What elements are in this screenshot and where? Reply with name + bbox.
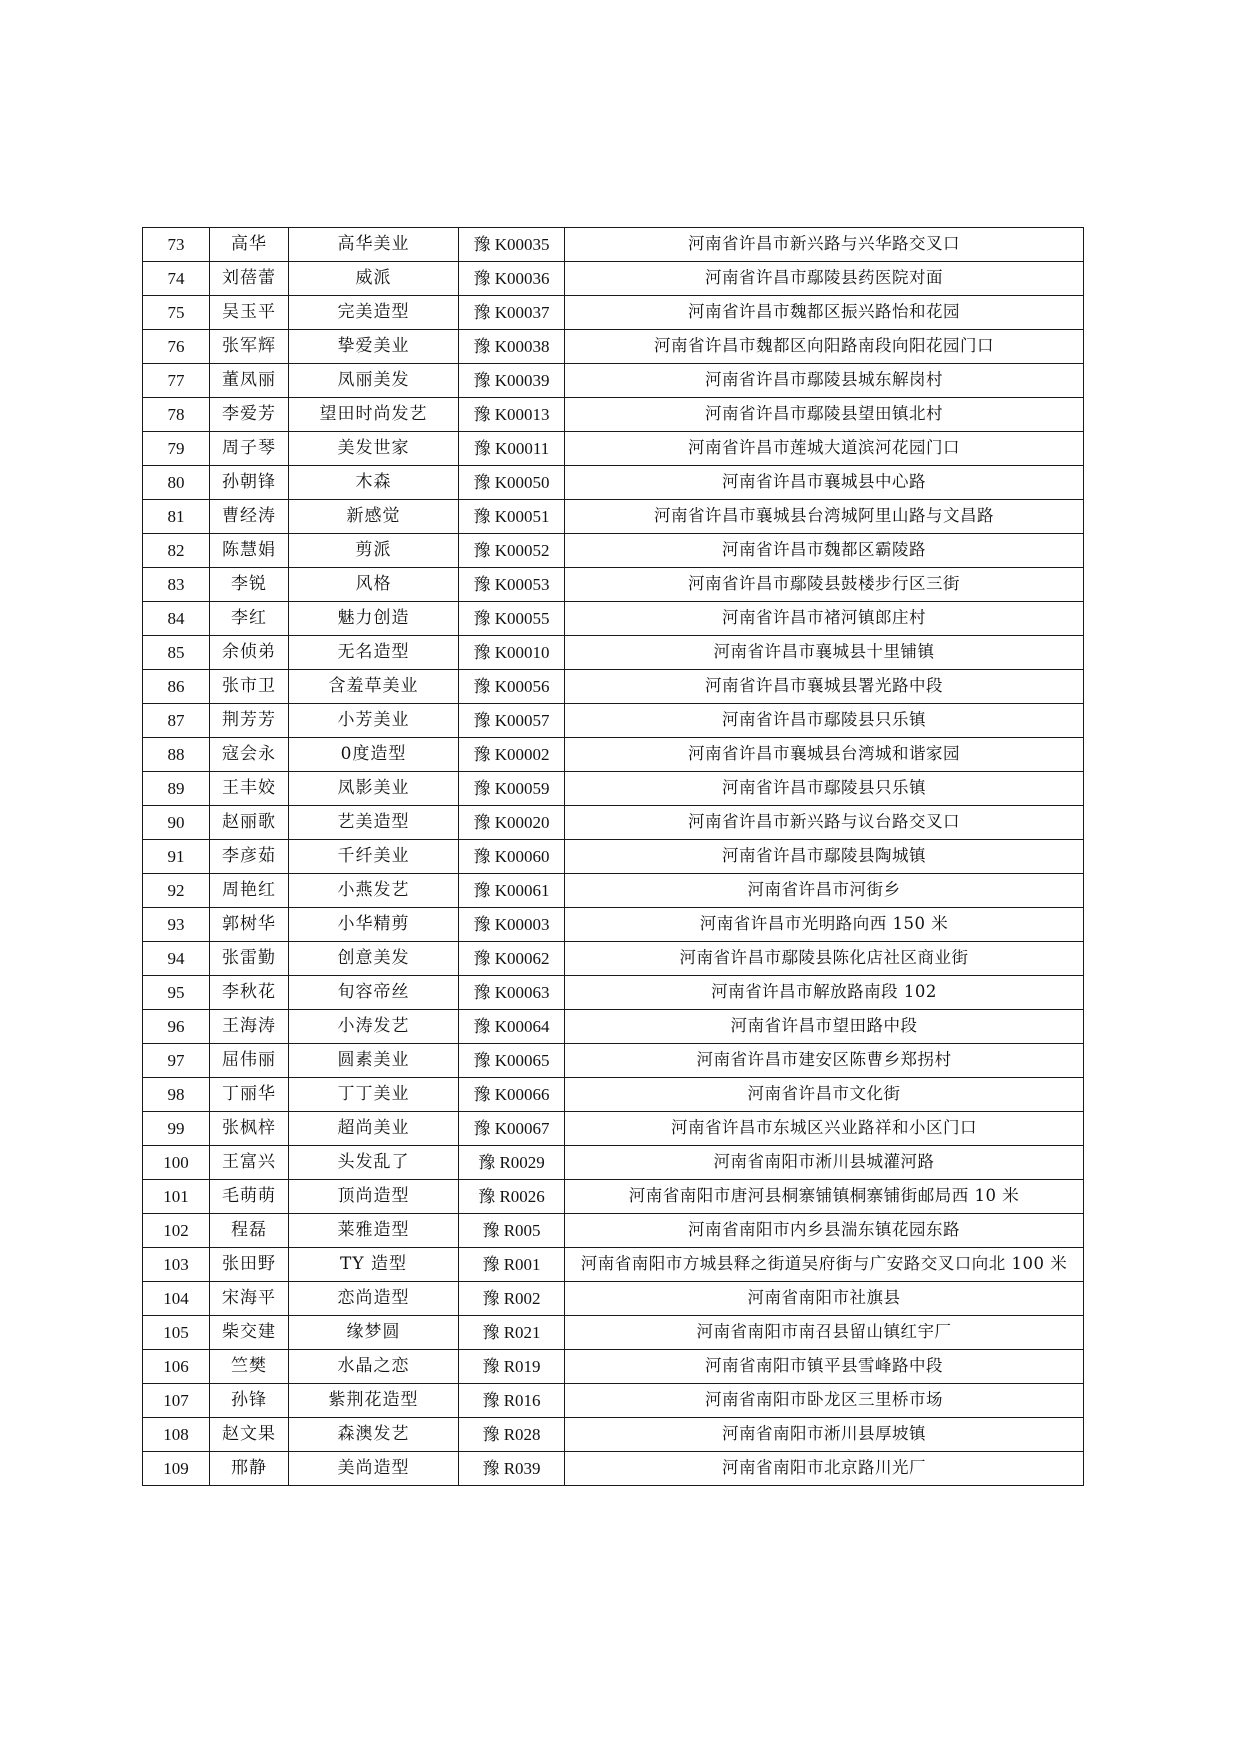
person-name-cell: 王富兴 — [210, 1146, 289, 1180]
registration-code-cell: 豫 R0026 — [459, 1180, 565, 1214]
shop-name-cell: 魅力创造 — [289, 602, 459, 636]
shop-name-cell: 无名造型 — [289, 636, 459, 670]
shop-address-cell: 河南省许昌市鄢陵县药医院对面 — [565, 262, 1084, 296]
row-number-cell: 96 — [143, 1010, 210, 1044]
registration-code-cell: 豫 K00038 — [459, 330, 565, 364]
table-row — [143, 1452, 1084, 1486]
row-number-cell: 78 — [143, 398, 210, 432]
person-name-cell: 王丰姣 — [210, 772, 289, 806]
shop-name-cell: 千纤美业 — [289, 840, 459, 874]
shop-address-cell: 河南省许昌市襄城县台湾城和谐家园 — [565, 738, 1084, 772]
shop-address-cell: 河南省许昌市魏都区向阳路南段向阳花园门口 — [565, 330, 1084, 364]
person-name-cell: 周艳红 — [210, 874, 289, 908]
shop-address-cell: 河南省许昌市鄢陵县只乐镇 — [565, 772, 1084, 806]
row-number-cell: 74 — [143, 262, 210, 296]
shop-name-cell: 旬容帝丝 — [289, 976, 459, 1010]
registration-code-cell: 豫 K00057 — [459, 704, 565, 738]
registration-code-cell: 豫 R0029 — [459, 1146, 565, 1180]
registration-code-cell: 豫 K00039 — [459, 364, 565, 398]
shop-name-cell: 艺美造型 — [289, 806, 459, 840]
person-name-cell: 竺樊 — [210, 1350, 289, 1384]
registration-code-cell: 豫 K00035 — [459, 228, 565, 262]
registration-code-cell: 豫 K00020 — [459, 806, 565, 840]
table-row — [143, 262, 1084, 296]
shop-name-cell: 美尚造型 — [289, 1452, 459, 1486]
row-number-cell: 84 — [143, 602, 210, 636]
table-row — [143, 364, 1084, 398]
person-name-cell: 张市卫 — [210, 670, 289, 704]
registration-code-cell: 豫 K00065 — [459, 1044, 565, 1078]
person-name-cell: 邢静 — [210, 1452, 289, 1486]
registration-code-cell: 豫 R039 — [459, 1452, 565, 1486]
shop-name-cell: 森澳发艺 — [289, 1418, 459, 1452]
person-name-cell: 李红 — [210, 602, 289, 636]
table-row — [143, 636, 1084, 670]
table-row — [143, 1316, 1084, 1350]
row-number-cell: 108 — [143, 1418, 210, 1452]
person-name-cell: 张雷勤 — [210, 942, 289, 976]
person-name-cell: 程磊 — [210, 1214, 289, 1248]
shop-address-cell: 河南省许昌市襄城县十里铺镇 — [565, 636, 1084, 670]
shop-name-cell: 恋尚造型 — [289, 1282, 459, 1316]
table-row — [143, 534, 1084, 568]
table-row — [143, 1350, 1084, 1384]
row-number-cell: 100 — [143, 1146, 210, 1180]
registration-code-cell: 豫 K00052 — [459, 534, 565, 568]
person-name-cell: 赵文果 — [210, 1418, 289, 1452]
registration-code-cell: 豫 K00055 — [459, 602, 565, 636]
row-number-cell: 92 — [143, 874, 210, 908]
table-row — [143, 500, 1084, 534]
person-name-cell: 高华 — [210, 228, 289, 262]
registration-code-cell: 豫 K00066 — [459, 1078, 565, 1112]
shop-name-cell: 丁丁美业 — [289, 1078, 459, 1112]
person-name-cell: 曹经涛 — [210, 500, 289, 534]
shop-name-cell: 紫荆花造型 — [289, 1384, 459, 1418]
registration-code-cell: 豫 K00051 — [459, 500, 565, 534]
shop-address-cell: 河南省许昌市襄城县中心路 — [565, 466, 1084, 500]
row-number-cell: 104 — [143, 1282, 210, 1316]
table-row — [143, 1078, 1084, 1112]
registration-code-cell: 豫 K00060 — [459, 840, 565, 874]
row-number-cell: 85 — [143, 636, 210, 670]
shop-name-cell: 高华美业 — [289, 228, 459, 262]
row-number-cell: 93 — [143, 908, 210, 942]
table-row — [143, 568, 1084, 602]
table-row — [143, 1214, 1084, 1248]
table-row — [143, 670, 1084, 704]
person-name-cell: 寇会永 — [210, 738, 289, 772]
row-number-cell: 94 — [143, 942, 210, 976]
person-name-cell: 丁丽华 — [210, 1078, 289, 1112]
registration-code-cell: 豫 R016 — [459, 1384, 565, 1418]
shop-name-cell: 挚爱美业 — [289, 330, 459, 364]
registration-code-cell: 豫 K00003 — [459, 908, 565, 942]
shop-address-cell: 河南省许昌市解放路南段 102 — [565, 976, 1084, 1010]
registration-code-cell: 豫 R001 — [459, 1248, 565, 1282]
registration-code-cell: 豫 K00036 — [459, 262, 565, 296]
person-name-cell: 柴交建 — [210, 1316, 289, 1350]
shop-address-cell: 河南省许昌市鄢陵县只乐镇 — [565, 704, 1084, 738]
shop-address-cell: 河南省南阳市方城县释之街道吴府街与广安路交叉口向北 100 米 — [565, 1248, 1084, 1282]
shop-address-cell: 河南省许昌市襄城县署光路中段 — [565, 670, 1084, 704]
table-row — [143, 1112, 1084, 1146]
shop-address-cell: 河南省许昌市鄢陵县城东解岗村 — [565, 364, 1084, 398]
registration-code-cell: 豫 K00037 — [459, 296, 565, 330]
shop-name-cell: 水晶之恋 — [289, 1350, 459, 1384]
shop-address-cell: 河南省南阳市淅川县厚坡镇 — [565, 1418, 1084, 1452]
shop-name-cell: 缘梦圆 — [289, 1316, 459, 1350]
shop-name-cell: 完美造型 — [289, 296, 459, 330]
row-number-cell: 109 — [143, 1452, 210, 1486]
shop-name-cell: 圆素美业 — [289, 1044, 459, 1078]
registration-code-cell: 豫 K00011 — [459, 432, 565, 466]
table-row — [143, 1180, 1084, 1214]
row-number-cell: 102 — [143, 1214, 210, 1248]
person-name-cell: 荆芳芳 — [210, 704, 289, 738]
shop-name-cell: 顶尚造型 — [289, 1180, 459, 1214]
table-row — [143, 738, 1084, 772]
person-name-cell: 陈慧娟 — [210, 534, 289, 568]
table-row — [143, 908, 1084, 942]
row-number-cell: 82 — [143, 534, 210, 568]
shop-name-cell: TY 造型 — [289, 1248, 459, 1282]
shop-name-cell: 含羞草美业 — [289, 670, 459, 704]
shop-address-cell: 河南省许昌市光明路向西 150 米 — [565, 908, 1084, 942]
shop-name-cell: 头发乱了 — [289, 1146, 459, 1180]
registry-table — [142, 227, 1084, 1486]
table-row — [143, 1248, 1084, 1282]
registration-code-cell: 豫 K00067 — [459, 1112, 565, 1146]
row-number-cell: 106 — [143, 1350, 210, 1384]
person-name-cell: 余侦弟 — [210, 636, 289, 670]
shop-address-cell: 河南省南阳市淅川县城灌河路 — [565, 1146, 1084, 1180]
shop-address-cell: 河南省许昌市鄢陵县陈化店社区商业街 — [565, 942, 1084, 976]
row-number-cell: 88 — [143, 738, 210, 772]
table-row — [143, 874, 1084, 908]
shop-address-cell: 河南省许昌市莲城大道滨河花园门口 — [565, 432, 1084, 466]
shop-address-cell: 河南省许昌市鄢陵县鼓楼步行区三街 — [565, 568, 1084, 602]
person-name-cell: 李爱芳 — [210, 398, 289, 432]
shop-name-cell: 木森 — [289, 466, 459, 500]
shop-address-cell: 河南省南阳市内乡县湍东镇花园东路 — [565, 1214, 1084, 1248]
registration-code-cell: 豫 K00050 — [459, 466, 565, 500]
table-row — [143, 1044, 1084, 1078]
person-name-cell: 李彦茹 — [210, 840, 289, 874]
person-name-cell: 吴玉平 — [210, 296, 289, 330]
registration-code-cell: 豫 K00056 — [459, 670, 565, 704]
row-number-cell: 87 — [143, 704, 210, 738]
person-name-cell: 孙锋 — [210, 1384, 289, 1418]
table-row — [143, 432, 1084, 466]
shop-address-cell: 河南省许昌市望田路中段 — [565, 1010, 1084, 1044]
registration-code-cell: 豫 K00053 — [459, 568, 565, 602]
table-row — [143, 398, 1084, 432]
person-name-cell: 周子琴 — [210, 432, 289, 466]
row-number-cell: 98 — [143, 1078, 210, 1112]
person-name-cell: 张枫梓 — [210, 1112, 289, 1146]
row-number-cell: 101 — [143, 1180, 210, 1214]
shop-name-cell: 凤影美业 — [289, 772, 459, 806]
row-number-cell: 81 — [143, 500, 210, 534]
registration-code-cell: 豫 K00013 — [459, 398, 565, 432]
person-name-cell: 屈伟丽 — [210, 1044, 289, 1078]
shop-name-cell: 小华精剪 — [289, 908, 459, 942]
shop-address-cell: 河南省许昌市褚河镇郎庄村 — [565, 602, 1084, 636]
row-number-cell: 77 — [143, 364, 210, 398]
person-name-cell: 赵丽歌 — [210, 806, 289, 840]
registration-code-cell: 豫 R028 — [459, 1418, 565, 1452]
registry-table-body — [143, 228, 1084, 1486]
shop-address-cell: 河南省许昌市东城区兴业路祥和小区门口 — [565, 1112, 1084, 1146]
table-row — [143, 602, 1084, 636]
row-number-cell: 73 — [143, 228, 210, 262]
registration-code-cell: 豫 R002 — [459, 1282, 565, 1316]
shop-name-cell: 小涛发艺 — [289, 1010, 459, 1044]
shop-address-cell: 河南省许昌市鄢陵县陶城镇 — [565, 840, 1084, 874]
shop-address-cell: 河南省南阳市镇平县雪峰路中段 — [565, 1350, 1084, 1384]
table-row — [143, 772, 1084, 806]
row-number-cell: 83 — [143, 568, 210, 602]
person-name-cell: 郭树华 — [210, 908, 289, 942]
table-row — [143, 840, 1084, 874]
table-row — [143, 976, 1084, 1010]
person-name-cell: 李秋花 — [210, 976, 289, 1010]
row-number-cell: 105 — [143, 1316, 210, 1350]
person-name-cell: 张田野 — [210, 1248, 289, 1282]
shop-address-cell: 河南省南阳市卧龙区三里桥市场 — [565, 1384, 1084, 1418]
table-row — [143, 806, 1084, 840]
person-name-cell: 宋海平 — [210, 1282, 289, 1316]
registration-code-cell: 豫 R021 — [459, 1316, 565, 1350]
shop-address-cell: 河南省许昌市建安区陈曹乡郑拐村 — [565, 1044, 1084, 1078]
shop-address-cell: 河南省许昌市魏都区霸陵路 — [565, 534, 1084, 568]
person-name-cell: 王海涛 — [210, 1010, 289, 1044]
shop-name-cell: 0度造型 — [289, 738, 459, 772]
registration-code-cell: 豫 K00062 — [459, 942, 565, 976]
shop-name-cell: 超尚美业 — [289, 1112, 459, 1146]
row-number-cell: 95 — [143, 976, 210, 1010]
table-row — [143, 466, 1084, 500]
registration-code-cell: 豫 K00059 — [459, 772, 565, 806]
shop-address-cell: 河南省许昌市鄢陵县望田镇北村 — [565, 398, 1084, 432]
person-name-cell: 毛萌萌 — [210, 1180, 289, 1214]
table-row — [143, 1418, 1084, 1452]
row-number-cell: 80 — [143, 466, 210, 500]
table-row — [143, 330, 1084, 364]
row-number-cell: 79 — [143, 432, 210, 466]
shop-address-cell: 河南省许昌市新兴路与兴华路交叉口 — [565, 228, 1084, 262]
shop-name-cell: 小芳美业 — [289, 704, 459, 738]
table-row — [143, 296, 1084, 330]
shop-name-cell: 小燕发艺 — [289, 874, 459, 908]
shop-name-cell: 风格 — [289, 568, 459, 602]
person-name-cell: 刘蓓蕾 — [210, 262, 289, 296]
registration-code-cell: 豫 K00002 — [459, 738, 565, 772]
row-number-cell: 86 — [143, 670, 210, 704]
row-number-cell: 97 — [143, 1044, 210, 1078]
row-number-cell: 75 — [143, 296, 210, 330]
shop-name-cell: 莱雅造型 — [289, 1214, 459, 1248]
row-number-cell: 89 — [143, 772, 210, 806]
shop-name-cell: 威派 — [289, 262, 459, 296]
shop-name-cell: 美发世家 — [289, 432, 459, 466]
shop-address-cell: 河南省许昌市文化街 — [565, 1078, 1084, 1112]
shop-address-cell: 河南省许昌市河街乡 — [565, 874, 1084, 908]
row-number-cell: 99 — [143, 1112, 210, 1146]
shop-address-cell: 河南省许昌市襄城县台湾城阿里山路与文昌路 — [565, 500, 1084, 534]
registration-code-cell: 豫 K00010 — [459, 636, 565, 670]
shop-address-cell: 河南省许昌市新兴路与议台路交叉口 — [565, 806, 1084, 840]
registration-code-cell: 豫 R019 — [459, 1350, 565, 1384]
row-number-cell: 90 — [143, 806, 210, 840]
shop-address-cell: 河南省南阳市北京路川光厂 — [565, 1452, 1084, 1486]
person-name-cell: 李锐 — [210, 568, 289, 602]
shop-name-cell: 凤丽美发 — [289, 364, 459, 398]
shop-name-cell: 创意美发 — [289, 942, 459, 976]
shop-address-cell: 河南省南阳市南召县留山镇红宇厂 — [565, 1316, 1084, 1350]
registration-code-cell: 豫 K00061 — [459, 874, 565, 908]
registration-code-cell: 豫 R005 — [459, 1214, 565, 1248]
person-name-cell: 张军辉 — [210, 330, 289, 364]
person-name-cell: 孙朝锋 — [210, 466, 289, 500]
registration-code-cell: 豫 K00064 — [459, 1010, 565, 1044]
table-row — [143, 1384, 1084, 1418]
table-row — [143, 1146, 1084, 1180]
table-row — [143, 942, 1084, 976]
registration-code-cell: 豫 K00063 — [459, 976, 565, 1010]
shop-address-cell: 河南省许昌市魏都区振兴路怡和花园 — [565, 296, 1084, 330]
row-number-cell: 76 — [143, 330, 210, 364]
row-number-cell: 107 — [143, 1384, 210, 1418]
shop-address-cell: 河南省南阳市社旗县 — [565, 1282, 1084, 1316]
table-row — [143, 1282, 1084, 1316]
table-row — [143, 228, 1084, 262]
row-number-cell: 103 — [143, 1248, 210, 1282]
table-row — [143, 1010, 1084, 1044]
row-number-cell: 91 — [143, 840, 210, 874]
table-row — [143, 704, 1084, 738]
shop-name-cell: 望田时尚发艺 — [289, 398, 459, 432]
person-name-cell: 董凤丽 — [210, 364, 289, 398]
shop-name-cell: 剪派 — [289, 534, 459, 568]
shop-name-cell: 新感觉 — [289, 500, 459, 534]
shop-address-cell: 河南省南阳市唐河县桐寨铺镇桐寨铺街邮局西 10 米 — [565, 1180, 1084, 1214]
